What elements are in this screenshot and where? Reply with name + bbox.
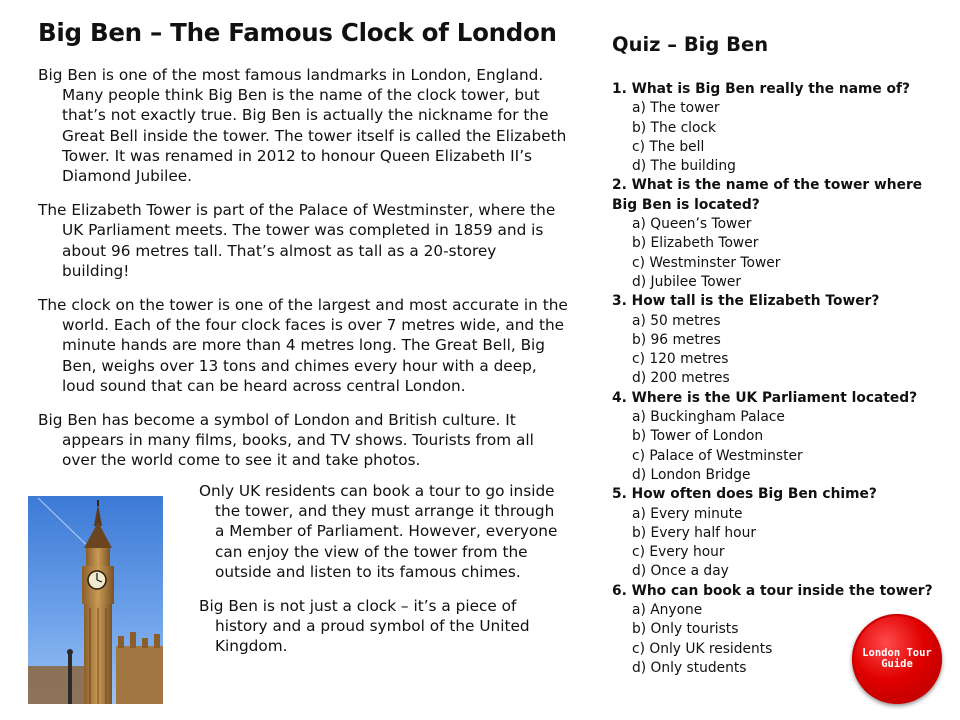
- quiz-title: Quiz – Big Ben: [612, 33, 769, 56]
- quiz-question: 3. How tall is the Elizabeth Tower?: [612, 293, 880, 310]
- london-tour-guide-badge[interactable]: [852, 614, 942, 704]
- quiz-option[interactable]: d) The building: [632, 158, 736, 175]
- quiz-question: 5. How often does Big Ben chime?: [612, 486, 877, 503]
- quiz-option[interactable]: b) The clock: [632, 119, 717, 136]
- article-paragraph: Big Ben has become a symbol of London and British culture. It appears in many films, books, and TV shows. Tourists from all over the world come to see it and take photos.: [38, 411, 534, 470]
- quiz-option[interactable]: b) Only tourists: [632, 621, 739, 638]
- article-paragraph: The Elizabeth Tower is part of the Palace of Westminster, where the UK Parliament meets. The tower was completed in 1859 and is about 96 metres tall. That’s almost as tall as a 20-storey building!: [38, 201, 556, 280]
- quiz-option[interactable]: a) 50 metres: [632, 312, 721, 329]
- quiz-question: 2. What is the name of the tower where Big Ben is located?: [612, 177, 923, 213]
- quiz-option[interactable]: c) Westminster Tower: [632, 254, 781, 271]
- quiz-option[interactable]: c) Palace of Westminster: [632, 447, 803, 464]
- article-paragraph: The clock on the tower is one of the largest and most accurate in the world. Each of the four clock faces is over 7 metres wide, and the minute hands are more than 4 metres long. The Great Bell, Big Ben, weighs over 13 tons and chimes every hour with a deep, loud sound that can be heard across central London.: [38, 296, 568, 395]
- quiz-option[interactable]: b) Tower of London: [632, 428, 764, 445]
- quiz-option[interactable]: d) Once a day: [632, 563, 729, 580]
- quiz-option[interactable]: d) 200 metres: [632, 370, 730, 387]
- quiz-option[interactable]: c) Every hour: [632, 544, 725, 561]
- quiz-question: 1. What is Big Ben really the name of?: [612, 81, 911, 97]
- quiz-option[interactable]: b) 96 metres: [632, 331, 721, 348]
- quiz-option[interactable]: c) 120 metres: [632, 351, 729, 368]
- quiz-option[interactable]: a) Anyone: [632, 602, 703, 619]
- quiz-question: 6. Who can book a tour inside the tower?: [612, 582, 933, 599]
- article-paragraph: Big Ben is not just a clock – it’s a piece of history and a proud symbol of the United Kingdom.: [199, 597, 530, 656]
- article-paragraph: Only UK residents can book a tour to go inside the tower, and they must arrange it through a Member of Parliament. However, everyone can enjoy the view of the tower from the outside and listen to its famous chimes.: [199, 482, 558, 581]
- quiz-option[interactable]: b) Every half hour: [632, 524, 756, 541]
- quiz-option[interactable]: d) Only students: [632, 659, 747, 676]
- lower-text: [199, 481, 564, 671]
- quiz-option[interactable]: a) The tower: [632, 100, 720, 117]
- quiz-option[interactable]: c) Only UK residents: [632, 640, 773, 657]
- quiz-option[interactable]: a) Buckingham Palace: [632, 409, 785, 426]
- article-paragraph: Big Ben is one of the most famous landmarks in London, England. Many people think Big Ben is the name of the clock tower, but that’s not exactly true. Big Ben is actually the nickname for the Great Bell inside the tower. The tower itself is called the Elizabeth Tower. It was renamed in 2012 to honour Queen Elizabeth II’s Diamond Jubilee.: [38, 66, 567, 186]
- page-title: Big Ben – The Famous Clock of London: [38, 18, 557, 47]
- big-ben-photo: [28, 496, 163, 704]
- quiz-option[interactable]: a) Queen’s Tower: [632, 216, 752, 233]
- article-body: [38, 65, 568, 485]
- quiz-option[interactable]: d) Jubilee Tower: [632, 273, 742, 290]
- quiz-option[interactable]: a) Every minute: [632, 505, 743, 522]
- quiz-option[interactable]: b) Elizabeth Tower: [632, 235, 759, 252]
- quiz-question: 4. Where is the UK Parliament located?: [612, 389, 918, 406]
- quiz-option[interactable]: d) London Bridge: [632, 466, 751, 483]
- quiz-option[interactable]: c) The bell: [632, 138, 705, 155]
- quiz-section: [612, 80, 942, 678]
- badge-label: London Tour Guide: [862, 647, 932, 670]
